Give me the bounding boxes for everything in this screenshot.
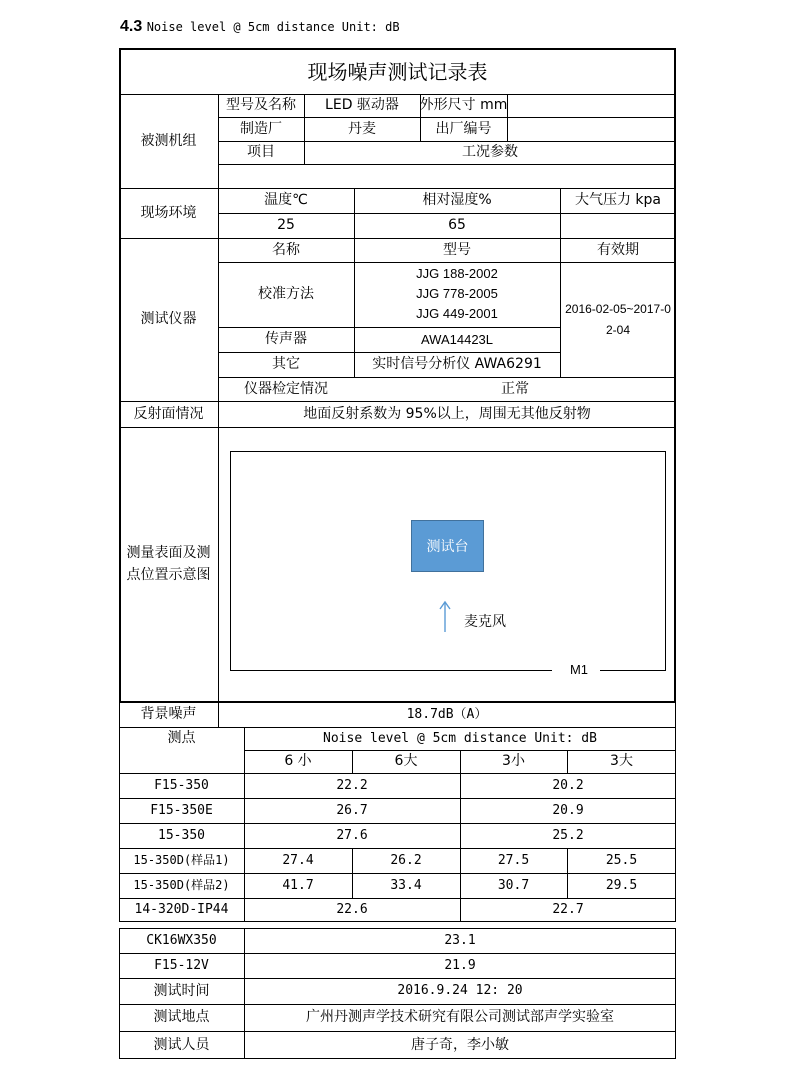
validity-period-line2: 2-04 <box>605 322 631 337</box>
model-name-value: LED 驱动器 <box>325 97 399 114</box>
table-cell: 22.6 <box>336 902 368 918</box>
table-cell: 41.7 <box>282 877 314 893</box>
calibration-label: 校准方法 <box>258 286 314 303</box>
table-cell: 33.4 <box>390 877 422 893</box>
pressure-label: 大气压力 kpa <box>574 192 662 209</box>
instrument-section-label: 测试仪器 <box>140 311 197 328</box>
reflection-label: 反射面情况 <box>133 405 204 422</box>
divider <box>119 427 676 428</box>
condition-label: 工况参数 <box>462 144 518 161</box>
table-row-label: 15-350 <box>158 827 205 843</box>
table-cell: 26.2 <box>390 852 422 868</box>
background-noise-value: 18.7dB（A） <box>406 706 488 722</box>
environment-section-label: 现场环境 <box>140 204 197 221</box>
measurement-point-header: 测点 <box>167 730 196 747</box>
instrument-model-header: 型号 <box>443 241 471 258</box>
column-6-large: 6大 <box>394 753 418 770</box>
instrument-name-header: 名称 <box>272 241 300 258</box>
unit-section-label: 被测机组 <box>140 132 197 149</box>
humidity-label: 相对湿度% <box>422 192 492 209</box>
divider <box>218 401 219 703</box>
dimensions-value <box>507 94 676 117</box>
test-location-label: 测试地点 <box>153 1009 210 1026</box>
humidity-value: 65 <box>448 217 466 234</box>
page-title: 现场噪声测试记录表 <box>307 59 488 84</box>
table-cell: 25.5 <box>605 852 638 868</box>
verification-value: 正常 <box>501 380 529 397</box>
microphone-value: AWA14423L <box>420 331 494 347</box>
calibration-method-2: JJG 778-2005 <box>416 286 498 302</box>
table-cell: 22.7 <box>552 902 584 918</box>
validity-period-line1: 2016-02-05~2017-0 <box>565 301 671 316</box>
diagram-label-line2: 点位置示意图 <box>126 566 211 583</box>
column-3-large: 3大 <box>610 753 633 770</box>
table-row-label: F15-350 <box>154 777 209 793</box>
section-heading <box>120 18 400 36</box>
measurement-header-text: Noise level @ 5cm distance Unit: dB <box>323 730 597 746</box>
section-heading-text: Noise level @ 5cm distance Unit: dB <box>146 20 400 34</box>
test-bench: 测试台 <box>411 520 484 572</box>
temperature-value: 25 <box>277 217 295 234</box>
verification-label: 仪器检定情况 <box>244 380 328 397</box>
dimensions-label: 外形尺寸 mm <box>419 97 508 114</box>
item-label: 项目 <box>247 144 275 161</box>
calibration-method-1: JJG 188-2002 <box>416 266 498 282</box>
diagram-label-line1: 测量表面及测 <box>126 544 211 561</box>
microphone-marker-label: 麦克风 <box>464 613 506 630</box>
info-row-value: 23.1 <box>444 932 476 948</box>
reflection-value: 地面反射系数为 95%以上，周围无其他反射物 <box>303 405 591 422</box>
microphone-label: 传声器 <box>265 331 307 348</box>
other-instrument-label: 其它 <box>272 356 300 373</box>
pressure-value <box>560 213 676 238</box>
background-noise-label: 背景噪声 <box>140 706 197 723</box>
info-row-label: F15-12V <box>154 957 209 973</box>
calibration-method-3: JJG 449-2001 <box>416 306 498 322</box>
manufacturer-label: 制造厂 <box>240 120 282 137</box>
table-cell: 29.5 <box>605 877 638 893</box>
table-cell: 20.2 <box>552 777 584 793</box>
test-time-value: 2016.9.24 12: 20 <box>397 983 523 999</box>
info-row-label: CK16WX350 <box>146 932 217 948</box>
column-3-small: 3小 <box>502 753 525 770</box>
serial-value <box>507 117 676 141</box>
table-row-label: 15-350D(样品1) <box>133 853 230 868</box>
manufacturer-value: 丹麦 <box>348 120 376 137</box>
table-cell: 27.5 <box>497 852 530 868</box>
arrow-up-icon <box>437 600 453 634</box>
table-cell: 25.2 <box>552 827 584 843</box>
table-cell: 27.6 <box>336 827 368 843</box>
table-row-label: 15-350D(样品2) <box>133 878 230 893</box>
table-cell: 22.2 <box>336 777 368 793</box>
table-cell: 30.7 <box>497 877 530 893</box>
instrument-validity-header: 有效期 <box>597 241 639 258</box>
table-cell: 20.9 <box>552 802 584 818</box>
info-row-value: 21.9 <box>444 957 476 973</box>
column-6-small: 6 小 <box>284 753 312 770</box>
tester-label: 测试人员 <box>153 1036 210 1053</box>
test-location-value: 广州丹测声学技术研究有限公司测试部声学实验室 <box>306 1009 614 1026</box>
test-time-label: 测试时间 <box>153 982 210 999</box>
table-cell: 27.4 <box>282 852 314 868</box>
table-row-label: F15-350E <box>150 802 213 818</box>
other-instrument-value: 实时信号分析仪 AWA6291 <box>372 356 542 373</box>
measurement-point-label: M1 <box>569 662 589 678</box>
temperature-label: 温度℃ <box>264 192 308 209</box>
serial-label: 出厂编号 <box>435 120 492 137</box>
section-number: 4.3 <box>120 18 143 35</box>
table-cell: 26.7 <box>336 802 368 818</box>
model-name-label: 型号及名称 <box>226 97 296 114</box>
divider <box>218 164 676 165</box>
table-row-label: 14-320D-IP44 <box>134 902 229 918</box>
tester-value: 唐子奇，李小敏 <box>411 1036 509 1053</box>
